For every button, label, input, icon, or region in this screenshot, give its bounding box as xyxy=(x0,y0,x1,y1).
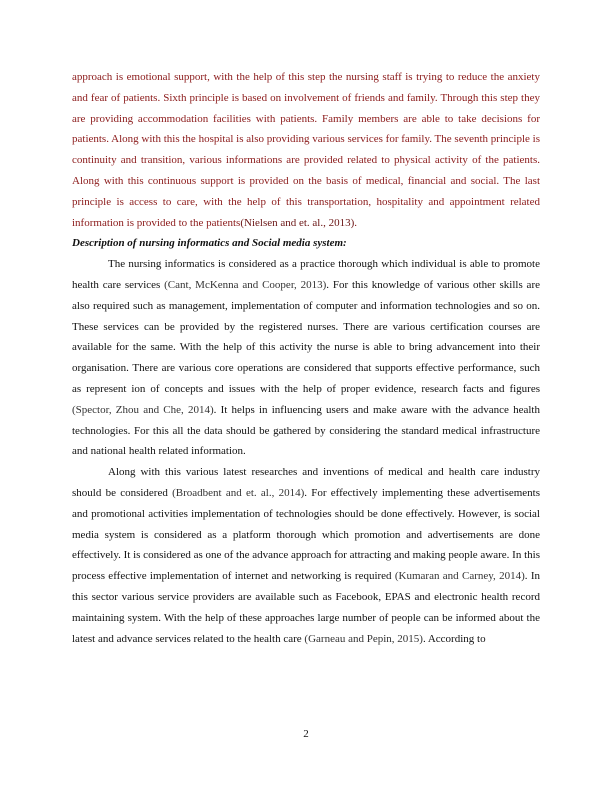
citation-kumaran: (Kumaran and Carney, 2014) xyxy=(394,570,525,583)
social-media-paragraph xyxy=(72,462,540,649)
social-text-3: . In this sector various service providers are available such as Facebook, EPAS and electronic health record maintaining system. With the help of these approaches large number of people can be informed about the latest and advance services related to the health care xyxy=(72,570,540,645)
citation-spector: (Spector, Zhou and Che, 2014) xyxy=(72,403,214,416)
informatics-text-3: . It helps in influencing users and make aware with the advance health technologies. For this all the data should be gathered by considering the standard medical infrastructure and national health related information. xyxy=(72,403,540,458)
informatics-text-2: . For this knowledge of various other skills are also required such as management, implementation of computer and information technologies and so on. These services can be provided by the registered nurses. There are various certification courses are available for the same. With the help of this activity the nurse is able to bring advancement into their organisation. There are various core operations are considered that supports effective performance, such as represent ion of concepts and issues with the help of proper evidence, research facts and figures xyxy=(72,278,540,395)
citation-garneau: (Garneau and Pepin, 2015) xyxy=(304,632,423,645)
citation-broadbent: (Broadbent and et. al., 2014) xyxy=(172,486,305,499)
page-number: 2 xyxy=(303,728,309,740)
section-heading: Description of nursing informatics and Social media system: xyxy=(72,237,347,250)
citation-cant: (Cant, McKenna and Cooper, 2013) xyxy=(164,278,327,291)
principles-text: approach is emotional support, with the help of this step the nursing staff is trying to reduce the anxiety and fear of patients. Sixth principle is based on involvement of friends and family. Through this step they are providing accommodation facilities with patients. Family members are able to take decisions for patients. Along with this the hospital is also providing various services for family. The seventh principle is continuity and transition, various informations are provided related to physical activity of the patients. Along with this continuous support is provided on the basis of medical, financial and social. The last principle is access to care, with the help of this transportation, hospitality and appointment related information is provided to the patients xyxy=(72,71,540,229)
page-content xyxy=(72,67,540,649)
informatics-text-1: The nursing informatics is considered as a practice thorough which individual is able to promote health care services xyxy=(72,258,540,291)
social-text-4: . According to xyxy=(422,632,486,645)
citation-nielsen: (Nielsen and et. al., 2013) xyxy=(240,216,355,229)
social-text-1: Along with this various latest researches and inventions of medical and health care industry should be considered xyxy=(72,466,540,499)
principles-end: . xyxy=(354,216,358,229)
nursing-informatics-paragraph xyxy=(72,254,540,462)
principles-paragraph xyxy=(72,67,540,233)
social-text-2: . For effectively implementing these advertisements and promotional activities implementation of technologies should be done effectively. However, is social media system is considered as a platform thorough which promotion and advertisements are done effectively. It is considered as one of the advance approach for attracting and making people aware. In this process effective implementation of internet and networking is required xyxy=(72,486,541,583)
